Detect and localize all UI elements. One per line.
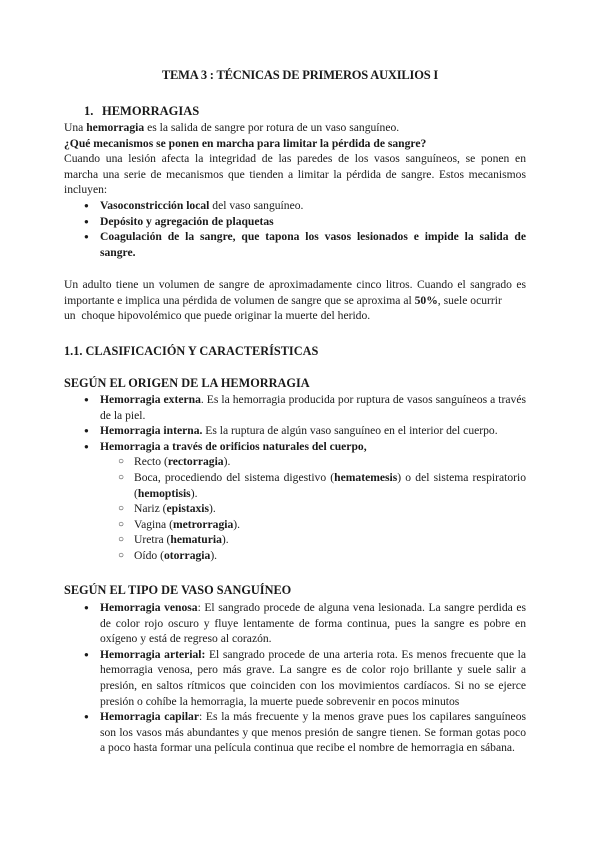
sub-bold-2: hemoptisis (137, 486, 191, 500)
mechanism-bold: Vasoconstricción local (100, 198, 210, 212)
vessel-block (64, 600, 526, 756)
list-item (64, 198, 526, 214)
section-title: HEMORRAGIAS (102, 104, 200, 118)
list-item (64, 647, 526, 709)
origin-heading: SEGÚN EL ORIGEN DE LA HEMORRAGIA (64, 376, 310, 390)
mechanism-bold: Coagulación de la sangre, que tapona los vasos lesionados e impide la salida de sangre. (100, 230, 526, 259)
section-heading-hemorragias (84, 104, 199, 120)
definition-post: es la salida de sangre por rotura de un vaso sanguíneo. (144, 121, 400, 134)
definition-line (64, 120, 526, 136)
adult-line-1: Un adulto tiene un volumen de sangre de aproximadamente cinco litros. Cuando el sangrado es (64, 278, 526, 291)
adult-line-3: un choque hipovolémico que puede originar la muerte del herido. (64, 309, 371, 323)
sub-post: ). (233, 517, 241, 531)
vessel-arterial-bold: Hemorragia arterial: (100, 647, 206, 661)
list-item (64, 423, 526, 439)
vessel-heading: SEGÚN EL TIPO DE VASO SANGUÍNEO (64, 583, 292, 597)
origin-block (64, 392, 526, 564)
list-item (64, 392, 526, 423)
intro-para-line-1: Cuando una lesión afecta la integridad de las paredes de los vasos sanguíneos, se ponen en (64, 152, 526, 166)
sub-post: ) o del sistema respiratorio ( (134, 470, 526, 500)
list-item (64, 229, 526, 260)
adult-line-2a: importante e implica una pérdida de volumen de sangre que se aproxima al (64, 293, 415, 307)
list-item (64, 439, 526, 455)
origin-internal-rest: Es la ruptura de algún vaso sanguíneo en el interior del cuerpo. (202, 424, 498, 438)
sub-pre: Vagina ( (134, 517, 173, 531)
list-item (64, 214, 526, 230)
list-item (64, 709, 526, 756)
adult-line-2c: , suele ocurrir (437, 293, 502, 307)
sub-pre: Oído ( (134, 548, 164, 562)
sub-pre: Recto ( (134, 455, 168, 469)
intro-para-line-3: incluyen: (64, 183, 108, 197)
orifices-list (64, 454, 526, 563)
sub-pre: Boca, procediendo del sistema digestivo ( (134, 470, 335, 484)
list-item (64, 548, 526, 564)
sub-pre: Nariz ( (134, 502, 167, 516)
sub-bold: otorragia (163, 548, 211, 562)
list-item (64, 470, 526, 501)
mechanisms-list (64, 198, 526, 260)
origin-internal-bold: Hemorragia interna. (100, 424, 203, 438)
definition-pre: Una (64, 121, 87, 134)
question-line: ¿Qué mecanismos se ponen en marcha para limitar la pérdida de sangre? (64, 136, 427, 150)
vessel-list (64, 600, 526, 756)
vessel-venous-rest: : El sangrado procede de alguna vena lesionada. La sangre perdida es de color rojo oscuro y fluye lentamente de forma continua, pues la sangre es pobre en oxígeno y está de regreso al corazón. (100, 601, 526, 646)
classification-heading: 1.1. CLASIFICACIÓN Y CARACTERÍSTICAS (64, 344, 319, 358)
list-item (64, 532, 526, 548)
origin-natural-bold: Hemorragia a través de orificios naturales del cuerpo, (100, 439, 367, 453)
adult-line-2 (64, 293, 526, 309)
page-title: TEMA 3 : TÉCNICAS DE PRIMEROS AUXILIOS I (161, 68, 439, 82)
sub-pre: Uretra ( (134, 533, 171, 547)
intro-block (64, 120, 526, 260)
list-item (64, 517, 526, 533)
origin-list (64, 392, 526, 454)
sub-bold: rectorragia (167, 455, 224, 469)
definition-term: hemorragia (86, 121, 145, 134)
list-item (64, 600, 526, 647)
vessel-capillary-rest: : Es la más frecuente y la menos grave pues los capilares sanguíneos son los vasos más abundantes y que menos presión de sangre tienen. Se forman gotas poco a poco hasta formar una película continua que recibe el nombre de hemorragia en sábana. (100, 710, 526, 755)
mechanism-rest: del vaso sanguíneo. (209, 198, 304, 212)
origin-external-bold: Hemorragia externa (100, 393, 201, 406)
sub-post: ). (221, 533, 229, 547)
sub-bold: hematuria (170, 533, 222, 547)
intro-para-line-2: marcha una serie de mecanismos que tienden a limitar la pérdida de sangre. Estos mecanismos (64, 167, 526, 181)
origin-external-rest: . Es la hemorragia producida por ruptura de vasos sanguíneos a través de la piel. (100, 393, 526, 422)
vessel-venous-bold: Hemorragia venosa (100, 601, 198, 614)
sub-bold: epistaxis (166, 502, 210, 516)
sub-post: ). (223, 455, 231, 469)
vessel-capillary-bold: Hemorragia capilar (100, 710, 199, 724)
sub-post: ). (209, 502, 216, 516)
mechanism-bold: Depósito y agregación de plaquetas (100, 214, 274, 228)
section-number: 1. (84, 104, 94, 118)
list-item (64, 454, 526, 470)
adult-paragraph (64, 277, 526, 324)
sub-post-2: ). (190, 486, 198, 500)
sub-post: ). (210, 548, 218, 562)
list-item (64, 501, 526, 517)
vessel-arterial-rest: El sangrado procede de una arteria rota. Es menos frecuente que la hemorragia venosa, pero más grave. La sangre es de color rojo brillante y suele salir a presión, en saltos rítmicos que coinciden con los movimientos cardíacos. Si no se ejerce presión o cohíbe la hemorragia, la muerte puede sobrevenir en pocos minutos (100, 647, 526, 708)
adult-percent: 50% (414, 293, 438, 307)
sub-bold: metrorragia (172, 517, 234, 531)
sub-bold: hematemesis (334, 470, 398, 484)
